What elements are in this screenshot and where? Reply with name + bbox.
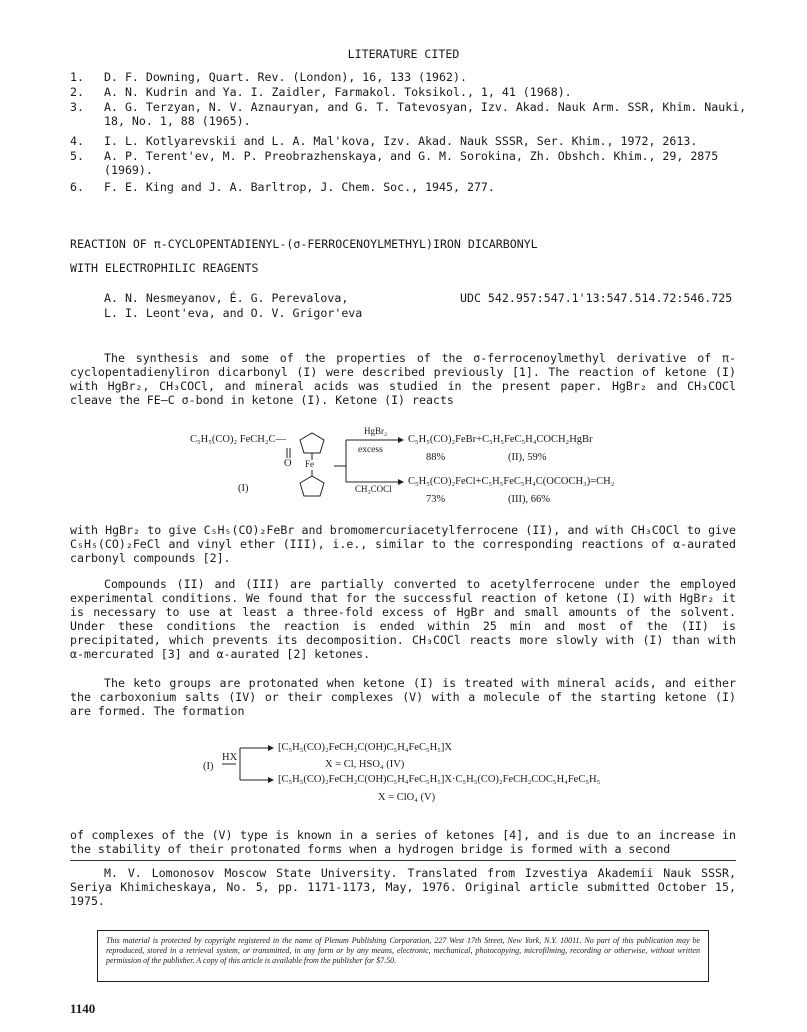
scheme-2-compound-label: (I) bbox=[203, 761, 214, 772]
scheme-1-reagent-hgbr2: HgBr₂ bbox=[364, 426, 388, 436]
paragraph-protonation: The keto groups are protonated when ketone (I) is treated with mineral acids, and either the carboxonium salts (IV) or their complexes (V) with a molecule of the starting ketone (I) are formed. The formation bbox=[70, 676, 736, 718]
reference-text: A. N. Kudrin and Ya. I. Zaidler, Farmakol. Toksikol., 1, 41 (1968). bbox=[104, 85, 572, 99]
scheme-1-carbonyl-oxygen: O bbox=[284, 458, 292, 469]
scheme-1-iron: Fe bbox=[305, 459, 314, 469]
reference-number: 2. bbox=[70, 85, 84, 99]
scheme-1-product-top: C₅H₅(CO)₂FeBr+C₅H₅FeC₅H₄COCH₂HgBr bbox=[408, 434, 593, 445]
reference-text: D. F. Downing, Quart. Rev. (London), 16, 133 (1962). bbox=[104, 70, 467, 84]
scheme-1-yield-bottom-b: (III), 66% bbox=[508, 494, 550, 505]
authors-continued: L. I. Leont'eva, and O. V. Grigor'eva bbox=[104, 306, 363, 320]
paragraph-intro: The synthesis and some of the properties of the σ-ferrocenoylmethyl derivative of π-cyclopentadienyliron dicarbonyl (I) were described previously [1]. The reaction of ketone (I) with HgBr₂, CH₃COCl, and mineral acids was studied in the present paper. HgBr₂ and CH₃COCl cleave the FE—C σ-bond in ketone (I). Ketone (I) reacts bbox=[70, 351, 736, 407]
scheme-2-condition-v: X = ClO₄ (V) bbox=[378, 792, 436, 803]
paragraph-hgbr2-result: with HgBr₂ to give C₅H₅(CO)₂FeBr and bromomercuriacetylferrocene (II), and with CH₃COCl to give C₅H₅(CO)₂FeCl and vinyl ether (III), i.e., similar to the corresponding reactions of α-aurated carbonyl compounds [2]. bbox=[70, 523, 736, 565]
reference-text: F. E. King and J. A. Barltrop, J. Chem. Soc., 1945, 277. bbox=[104, 180, 495, 194]
page-number: 1140 bbox=[70, 1001, 96, 1016]
scheme-1-product-bottom: C₅H₅(CO)₂FeCl+C₅H₅FeC₅H₄C(OCOCH₃)=CH₂ bbox=[408, 476, 615, 487]
scheme-1-yield-top-b: (II), 59% bbox=[508, 452, 547, 463]
paragraph-complexes: of complexes of the (V) type is known in a series of ketones [4], and is due to an increase in the stability of their protonated forms when a hydrogen bridge is formed with a second bbox=[70, 828, 736, 856]
paragraph-conditions: Compounds (II) and (III) are partially converted to acetylferrocene under the employed experimental conditions. We found that for the successful reaction of ketone (I) with HgBr₂ it is necessary to use at least a three-fold excess of HgBr and small amounts of the solvent. Under these conditions the reaction is ended within 25 min and most of the (II) is precipitated, which prevents its decomposition. CH₃COCl reacts more slowly with (I) than with α-mercurated [3] and α-aurated [2] ketones. bbox=[70, 577, 736, 661]
reference-number: 4. bbox=[70, 134, 84, 148]
scheme-2-product-v: [C₅H₅(CO)₂FeCH₂C(OH)C₅H₄FeC₅H₅]X·C₅H₅(CO)₂FeCH₂COC₅H₄FeC₅H₅ bbox=[278, 774, 601, 785]
reference-number: 5. bbox=[70, 149, 84, 163]
reference-text: A. G. Terzyan, N. V. Aznauryan, and G. T. Tatevosyan, Izv. Akad. Nauk Arm. SSR, Khim. Nauki, 18, No. 1, 88 (1965). bbox=[104, 100, 747, 128]
scheme-2-reagent-hx: HX bbox=[222, 752, 238, 763]
article-title: REACTION OF π-CYCLOPENTADIENYL-(σ-FERROCENOYLMETHYL)IRON DICARBONYL bbox=[70, 237, 538, 251]
scheme-1-yield-top-a: 88% bbox=[426, 452, 446, 463]
footnote-divider bbox=[70, 860, 736, 861]
reference-number: 3. bbox=[70, 100, 84, 114]
udc-code: UDC 542.957:547.1'13:547.514.72:546.725 bbox=[460, 291, 733, 305]
scheme-1-reagent-excess: excess bbox=[358, 445, 383, 455]
reference-number: 1. bbox=[70, 70, 84, 84]
literature-heading: LITERATURE CITED bbox=[347, 47, 460, 61]
scheme-1-reagent-acetyl-chloride: CH₃COCl bbox=[355, 484, 392, 494]
scheme-2-condition-iv: X = Cl, HSO₄ (IV) bbox=[325, 759, 405, 770]
scheme-2-arrowhead-bottom bbox=[268, 777, 274, 783]
reference-text: A. P. Terent'ev, M. P. Preobrazhenskaya, and G. M. Sorokina, Zh. Obshch. Khim., 29, 2875 (1969). bbox=[104, 149, 719, 177]
scheme-2-product-iv: [C₅H₅(CO)₂FeCH₂C(OH)C₅H₄FeC₅H₅]X bbox=[278, 742, 452, 753]
scheme-1-yield-bottom-a: 73% bbox=[426, 494, 446, 505]
copyright-text: This material is protected by copyright registered in the name of Plenum Publishing Corporation, 227 West 17th Street, New York, N.Y. 10011. No part of this publication may be reproduced, stored in a retrieval system, or transmitted, in any form or by any means, electronic, mechanical, photocopying, microfilming, recording or otherwise, without written permission of the publisher. A copy of this article is available from the publisher for $7.50. bbox=[106, 936, 700, 965]
scheme-2-arrowhead-top bbox=[268, 745, 274, 751]
authors: A. N. Nesmeyanov, É. G. Perevalova, bbox=[104, 291, 349, 305]
reference-number: 6. bbox=[70, 180, 84, 194]
scheme-1-compound-label: (I) bbox=[238, 483, 249, 494]
copyright-notice bbox=[97, 930, 709, 982]
scheme-1-reactant: C₅H₅(CO)₂ FeCH₂C— bbox=[190, 434, 287, 445]
article-title-continued: WITH ELECTROPHILIC REAGENTS bbox=[70, 261, 259, 275]
reference-text: I. L. Kotlyarevskii and L. A. Mal'kova, Izv. Akad. Nauk SSSR, Ser. Khim., 1972, 2613. bbox=[104, 134, 698, 148]
footnote-affiliation: M. V. Lomonosov Moscow State University. Translated from Izvestiya Akademii Nauk SSSR, Seriya Khimicheskaya, No. 5, pp. 1171-1173, May, 1976. Original article submitted October 15, 1975. bbox=[70, 866, 736, 908]
